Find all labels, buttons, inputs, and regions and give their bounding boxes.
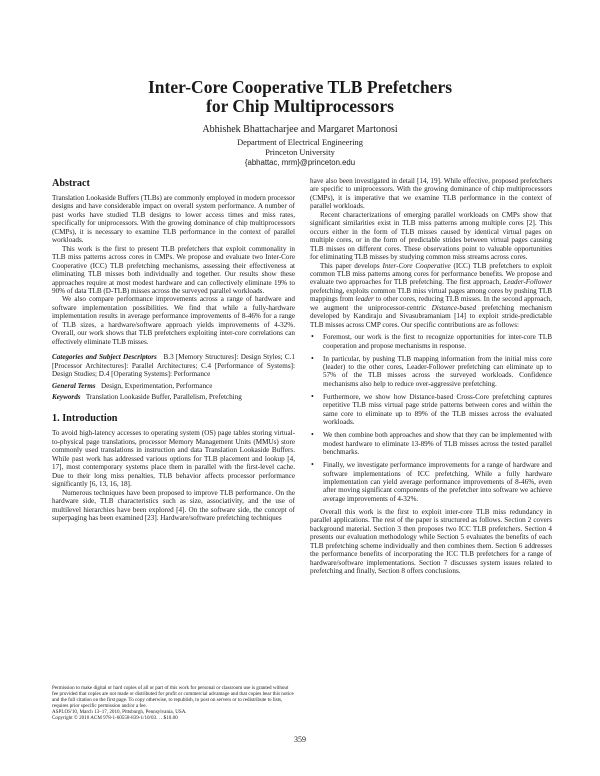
paper-title-line-2: for Chip Multiprocessors xyxy=(206,96,394,116)
abstract-paragraph-1: Translation Lookaside Buffers (TLBs) are commonly employed in modern processor designs and have considerable impact on overall system performance. A number of past works have studied TLB designs to lower access times and miss rates, specifically for uniprocessors. With the growing dominance of chip multiprocessors (CMPs), it is necessary to examine TLB performance in the context of parallel workloads. xyxy=(52,194,295,245)
bullet-marker: • xyxy=(311,332,314,342)
abstract-heading: Abstract xyxy=(52,178,90,189)
categories-heading: Categories and Subject Descriptors xyxy=(52,353,157,362)
bullet-marker: • xyxy=(311,353,314,363)
list-item: • Finally, we investigate performance improvements for a range of hardware and software implementations of ICC prefetching. While a fully hardware implementation can yield average performance improvements of 8-46%, even after moving significant components of the prefetcher into software we achieve average improvements of 4-32%. xyxy=(311,460,552,503)
intro-continued-paragraph: have also been investigated in detail [14, 19]. While effective, proposed prefetchers are specific to uniprocessors. With the growing dominance of chip multiprocessors (CMPs), it is imperative that we examine TLB performance in the context of parallel workloads. xyxy=(310,177,552,211)
page-number: 359 xyxy=(294,735,306,744)
bullet-marker: • xyxy=(311,430,314,440)
keywords-heading: Keywords xyxy=(52,392,81,401)
introduction-paragraph-1: To avoid high-latency accesses to operating system (OS) page tables storing virtual-to-physical page translations, processor Memory Management Units (MMUs) store commonly used translations in instruction and data Translation Lookaside Buffers. While past work has addressed various options for TLB placement and lookup [4, 17], most contemporary systems place them in parallel with the first-level cache. Due to their long miss penalties, TLB behavior affects processor performance significantly [6, 13, 16, 18]. xyxy=(52,429,295,489)
intro-paragraph-contributions: This paper develops Inter-Core Cooperative (ICC) TLB prefetchers to exploit common TLB miss patterns among cores for performance benefits. We propose and evaluate two approaches for TLB prefetching. The first approach, Leader-Follower prefetching, exploits common TLB miss virtual pages among cores by pushing TLB mappings from leader to other cores, reducing TLB misses. In the second approach, we augment the uniprocessor-centric Distance-based prefetching mechanism developed by Kandiraju and Sivasubramaniam [14] to exploit stride-predictable TLB misses across CMP cores. Our specific contributions are as follows: xyxy=(310,261,552,329)
general-terms-heading: General Terms xyxy=(52,381,96,390)
right-column xyxy=(310,177,552,575)
author-email: {abhattac, mrm}@princeton.edu xyxy=(244,158,356,167)
affiliation-university: Princeton University xyxy=(265,148,335,157)
list-item: • We then combine both approaches and show that they can be implemented with modest hardware to eliminate 13-89% of TLB misses across the tested parallel benchmarks. xyxy=(311,430,552,457)
conference-info: ASPLOS'10, March 13–17, 2010, Pittsburgh, Pennsylvania, USA. xyxy=(52,709,187,715)
general-terms-block xyxy=(52,382,295,390)
list-item: • Furthermore, we show how Distance-based Cross-Core prefetching captures repetitive TLB miss virtual page stride patterns between cores and within the same core to eliminate up to 89% of the TLB misses across the evaluated workloads. xyxy=(311,391,552,427)
list-item: • In particular, by pushing TLB mapping information from the initial miss core (leader) to the other cores, Leader-Follower prefetching can eliminate up to 57% of the TLB misses across the surveyed workloads. Confidence mechanisms also help to reduce over-aggressive prefetching. xyxy=(311,353,552,388)
categories-text: B.3 [Memory Structures]: Design Styles; C.1 [Processor Architectures]: Parallel Architectures; C.4 [Performance of Systems]: Design Studies; D.4 [Operating Systems]: Performance xyxy=(52,353,295,379)
general-terms-text: Design, Experimentation, Performance xyxy=(100,381,213,390)
paper-organization-paragraph: Overall this work is the first to exploit inter-core TLB miss redundancy in parallel applications. The rest of the paper is structured as follows. Section 2 covers background material. Section 3 then proposes two ICC TLB prefetchers. Section 4 presents our evaluation methodology while Section 5 evaluates the benefits of each TLB prefetching scheme individually and then combines them. Section 6 addresses the performance benefits of incorporating the ICC TLB prefetchers for a range of hardware/software implementations. Section 7 discusses system issues related to prefetching and finally, Section 8 offers conclusions. xyxy=(310,507,552,575)
abstract-paragraph-2: This work is the first to present TLB prefetchers that exploit commonality in TLB miss patterns across cores in CMPs. We propose and evaluate two Inter-Core Cooperative (ICC) TLB prefetching mechanisms, assessing their effectiveness at eliminating TLB misses both individually and together. Our results show these approaches require at most modest hardware and can collectively eliminate 19% to 90% of data TLB (D-TLB) misses across the surveyed parallel workloads. xyxy=(52,244,295,295)
copyright-line: Copyright © 2010 ACM 978-1-60558-839-1/10/03. . . $10.00 xyxy=(52,715,178,721)
abstract-paragraph-3: We also compare performance improvements across a range of hardware and software implementation possibilities. We find that while a fully-hardware implementation results in average performance improvements of 8-46% for a range of TLB sizes, a hardware/software approach yields improvements of 4-32%. Overall, our work shows that TLB prefetchers exploiting inter-core correlations can effectively eliminate TLB misses. xyxy=(52,295,295,346)
paper-authors: Abhishek Bhattacharjee and Margaret Martonosi xyxy=(202,124,398,135)
list-item: • Foremost, our work is the first to recognize opportunities for inter-core TLB cooperation and propose mechanisms in response. xyxy=(311,332,552,350)
paper-title-line-1: Inter-Core Cooperative TLB Prefetchers xyxy=(147,77,453,97)
categories-block xyxy=(52,353,295,378)
intro-paragraph-recent: Recent characterizations of emerging parallel workloads on CMPs show that significant similarities exist in TLB miss patterns among multiple cores [2]. This occurs either in the form of TLB misses caused by identical virtual pages on multiple cores, or in the form of predictable strides between virtual pages causing TLB misses on different cores. These observations point to valuable opportunities for eliminating TLB misses by studying common miss streams across cores. xyxy=(310,210,552,262)
contributions-list xyxy=(310,333,552,503)
affiliation-department: Department of Electrical Engineering xyxy=(237,138,363,147)
copyright-footnote xyxy=(52,685,295,721)
keywords-block xyxy=(52,393,295,401)
bullet-marker: • xyxy=(311,460,314,470)
introduction-paragraph-2: Numerous techniques have been proposed to improve TLB performance. On the hardware side, TLB characteristics such as size, associativity, and the use of multilevel hierarchies have been explored [4]. On the software side, the concept of superpaging has been examined [23]. Hardware/software prefetching techniques xyxy=(52,488,295,522)
permission-notice: Permission to make digital or hard copies of all or part of this work for personal or classroom use is granted without fee provided that copies are not made or distributed for profit or commercial advantage and that copies bear this notice and the full citation on the first page. To copy otherwise, to republish, to post on servers or to redistribute to lists, requires prior specific permission and/or a fee. xyxy=(52,685,294,709)
left-column xyxy=(52,177,295,522)
keywords-text: Translation Lookaside Buffer, Parallelism, Prefetching xyxy=(85,392,242,401)
introduction-heading: 1. Introduction xyxy=(52,413,118,425)
bullet-marker: • xyxy=(311,391,314,401)
